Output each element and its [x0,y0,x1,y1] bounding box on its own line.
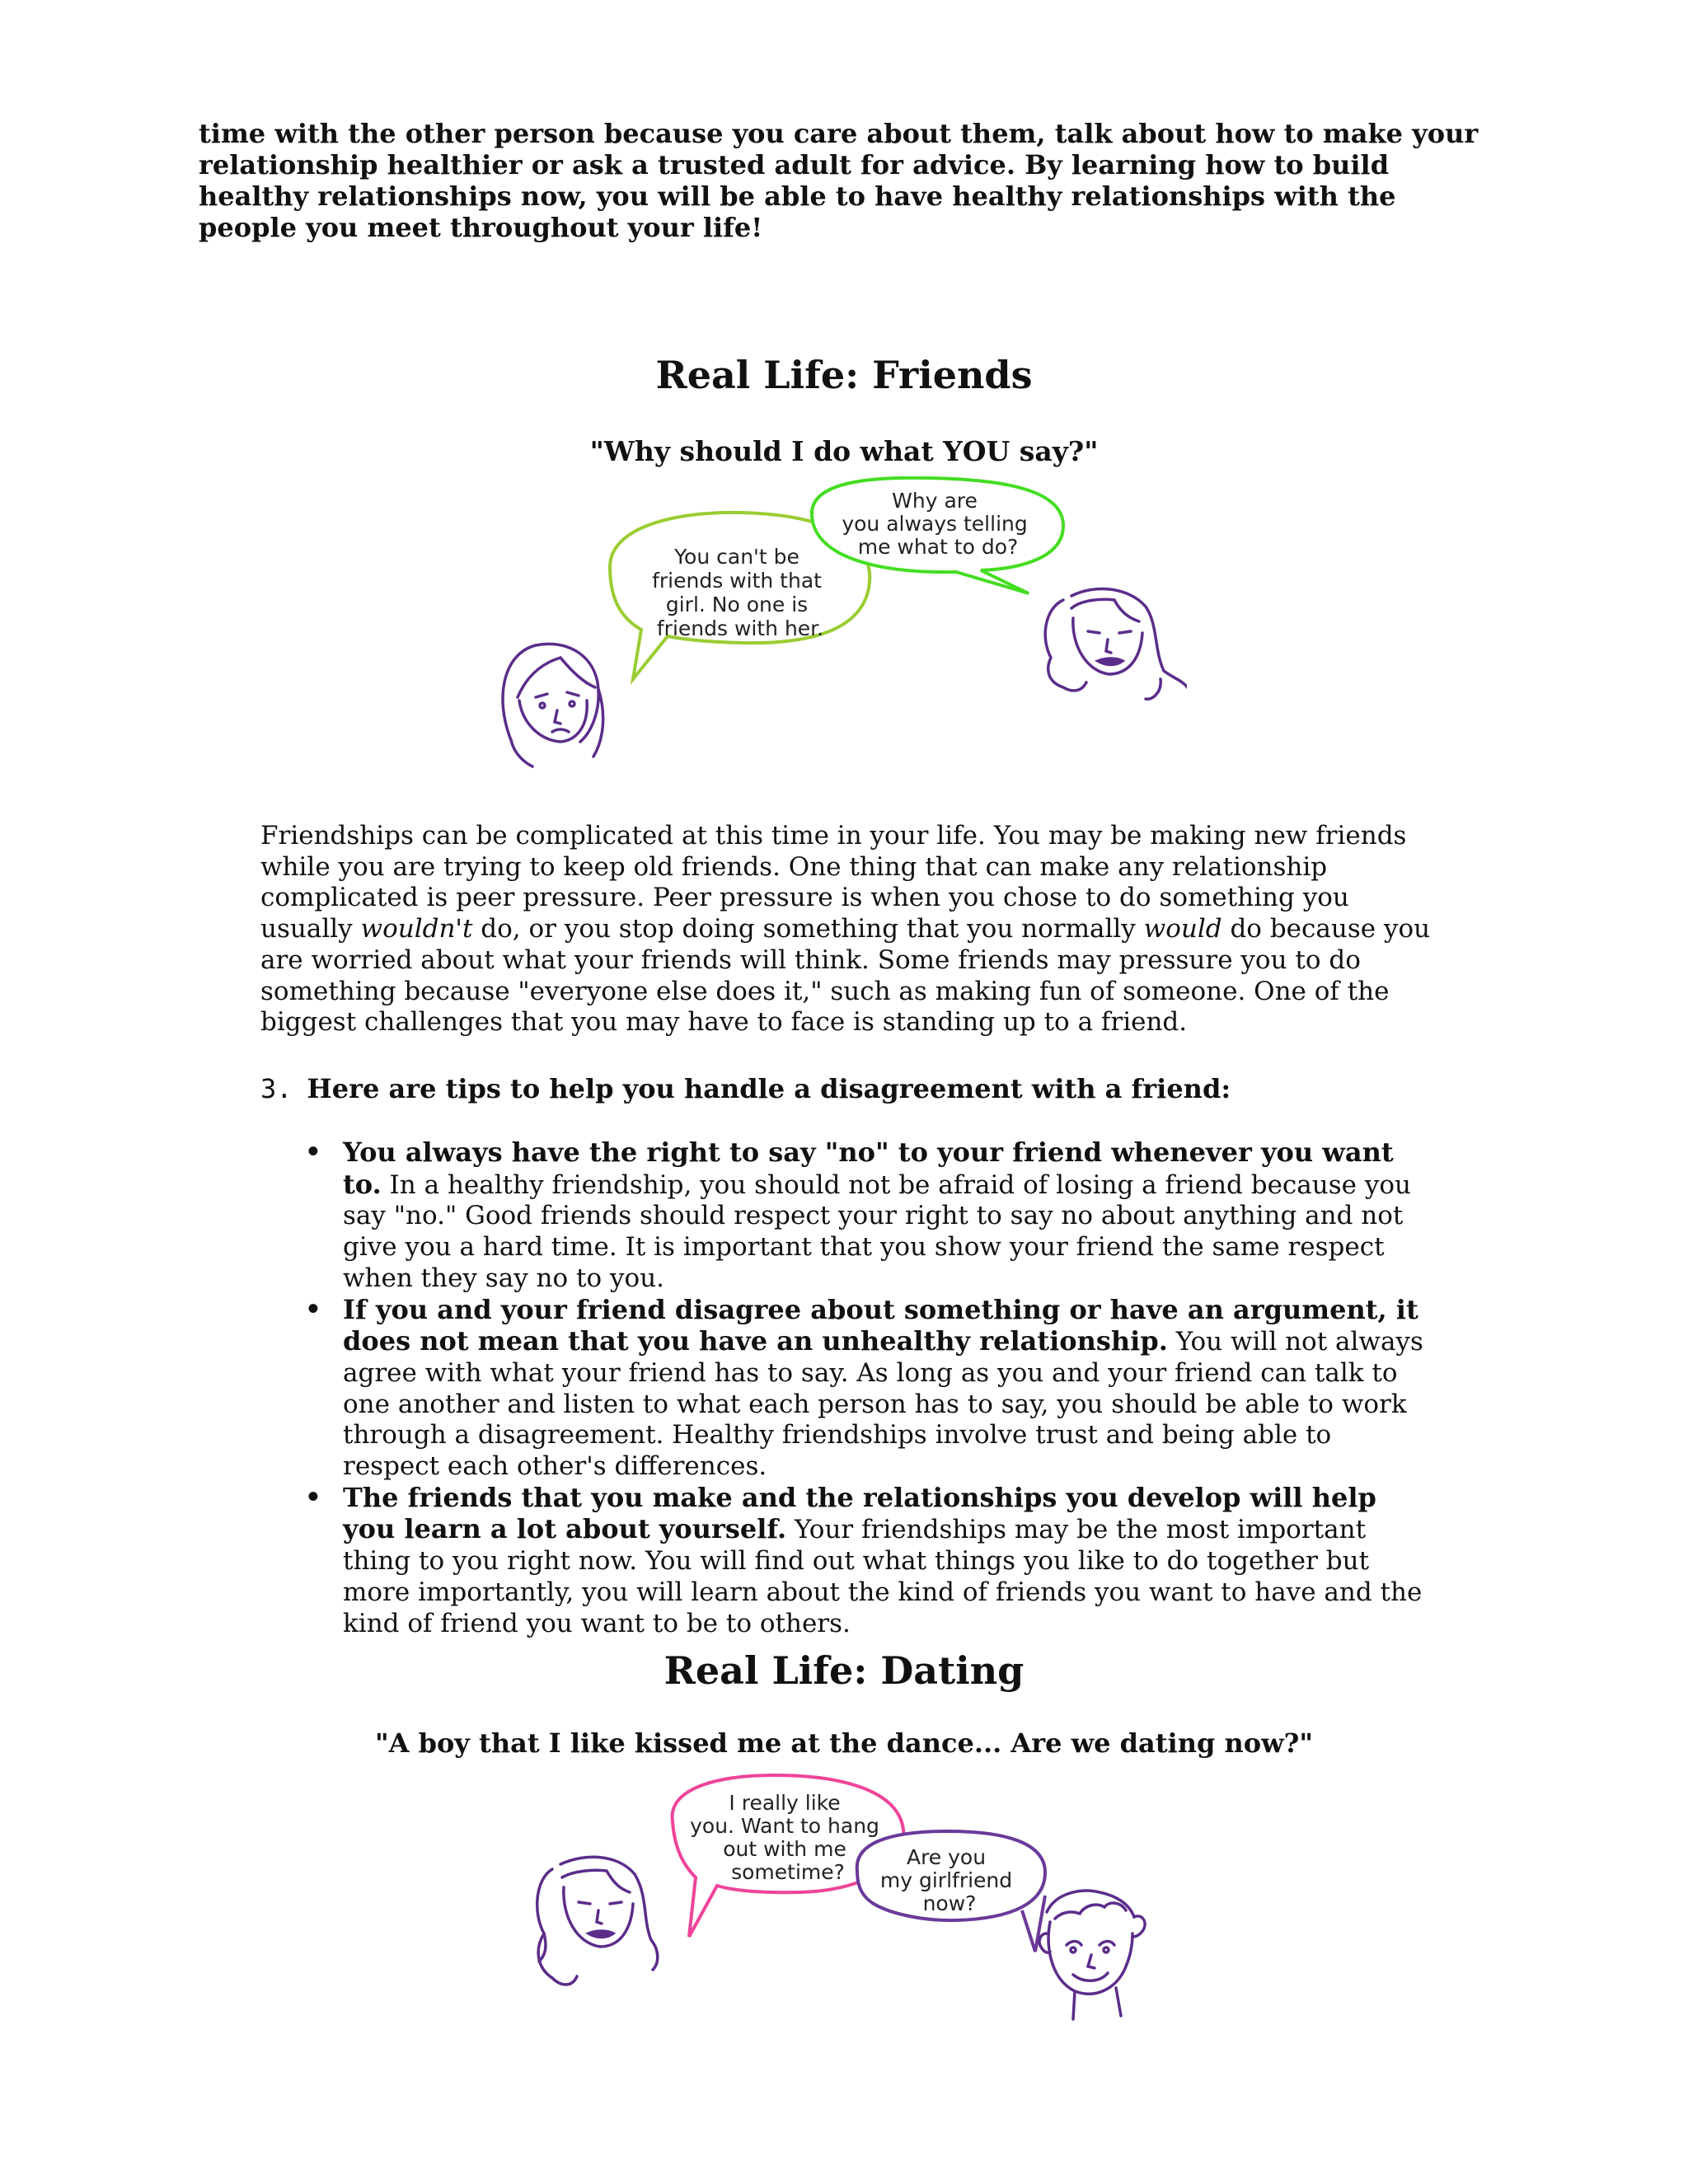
friends-subheading: "Why should I do what YOU say?" [589,435,1099,467]
intro-paragraph: time with the other person because you care about them, talk about how to make your relationship healthier or ask a trusted adult for advice. By learning how to build healthy relationships now, you will be able to have healthy relationships with the people you meet throughout your life! [199,118,1479,243]
para-emphasis: wouldn't [360,914,473,944]
svg-text:You can't be friends wit [652,545,828,640]
boy-face-icon [1039,1891,1145,2019]
dating-bubble-left-line: out with me [723,1837,846,1861]
friendships-paragraph [260,821,1447,1038]
list-item [305,1295,1426,1483]
para-text: do, or you stop doing something that you normally [472,914,1144,944]
tips-heading-text: Here are tips to help you handle a disagreement with a friend: [307,1073,1231,1104]
bullet-icon: • [305,1137,321,1167]
friends-bubble-left-line: You can't be [674,545,799,569]
tip-text: In a healthy friendship, you should not be afraid of losing a friend because you say "no." Good friends should respect your right to say no about anything and not give you a hard time. It is important that you show your friend the same respect when they say no to you. [343,1169,1411,1293]
tips-list [305,1137,1426,1639]
tip-lead: If you and your friend disagree about something or have an argument, it does not mean that you have an unhealthy relationship. [343,1293,1418,1357]
dating-bubble-left-line: sometime? [731,1860,845,1884]
dating-bubble-left-line: you. Want to hang [690,1814,879,1838]
friends-bubble-left-line: friends with her. [656,616,824,640]
list-item [305,1483,1426,1640]
tips-heading [260,1073,1447,1104]
dating-bubble-left-line: I really like [729,1791,841,1815]
dating-bubble-right [857,1831,1045,1952]
dating-bubble-right-line: Are you [906,1845,987,1869]
para-emphasis: would [1143,914,1222,944]
friends-bubble-left-line: girl. No one is [665,593,809,616]
friends-illustration [495,476,1187,773]
list-item [305,1137,1426,1295]
friends-bubble-left-line: friends with that [652,569,822,593]
dating-illustration [528,1772,1170,2052]
girl-face-icon [503,644,603,766]
dating-subheading: "A boy that I like kissed me at the dance... Are we dating now?" [374,1727,1314,1759]
tip-lead: The friends that you make and the relationships you develop will help you learn a lot about yourself. [343,1481,1376,1545]
girl-face-icon [1045,588,1187,699]
tip-text: You will not always agree with what your friend has to say. As long as you and your friend can talk to one another and listen to what each person has to say, you should be able to work through a disagreement. Healthy friendships involve trust and being able to respect each other's differences. [343,1327,1423,1482]
friends-bubble-right-line: me what to do? [857,535,1019,559]
friends-bubble-right-line: you always telling [842,512,1028,536]
girl-face-icon [537,1857,658,1985]
para-text: Friendships can be complicated at this time in your life. You may be making new friends while you are trying to keep old friends. One thing that can make any relationship complicated is peer pressure. Peer pressure is when you chose to do something you usually [260,821,1407,944]
friends-bubble-right-line: Why are [892,489,978,513]
dating-bubble-right-line: my girlfriend [879,1868,1013,1892]
tips-number: 3. [260,1073,293,1104]
tip-text: Your friendships may be the most important thing to you right now. You will find out what things you like to do together but more importantly, you will learn about the kind of friends you want to have and the kind of friend you want to be to others. [343,1515,1423,1638]
dating-bubble-right-line: now? [922,1891,977,1915]
para-text: do because you are worried about what your friends will think. Some friends may pressure you to do something because "everyone else does it," such as making fun of someone. One of the biggest challenges that you may have to face is standing up to a friend. [260,914,1431,1038]
friends-heading: Real Life: Friends [655,353,1033,397]
bullet-icon: • [305,1482,321,1512]
dating-heading: Real Life: Dating [663,1648,1025,1693]
bullet-icon: • [305,1294,321,1324]
tip-lead: You always have the right to say "no" to your friend whenever you want to. [343,1137,1394,1200]
